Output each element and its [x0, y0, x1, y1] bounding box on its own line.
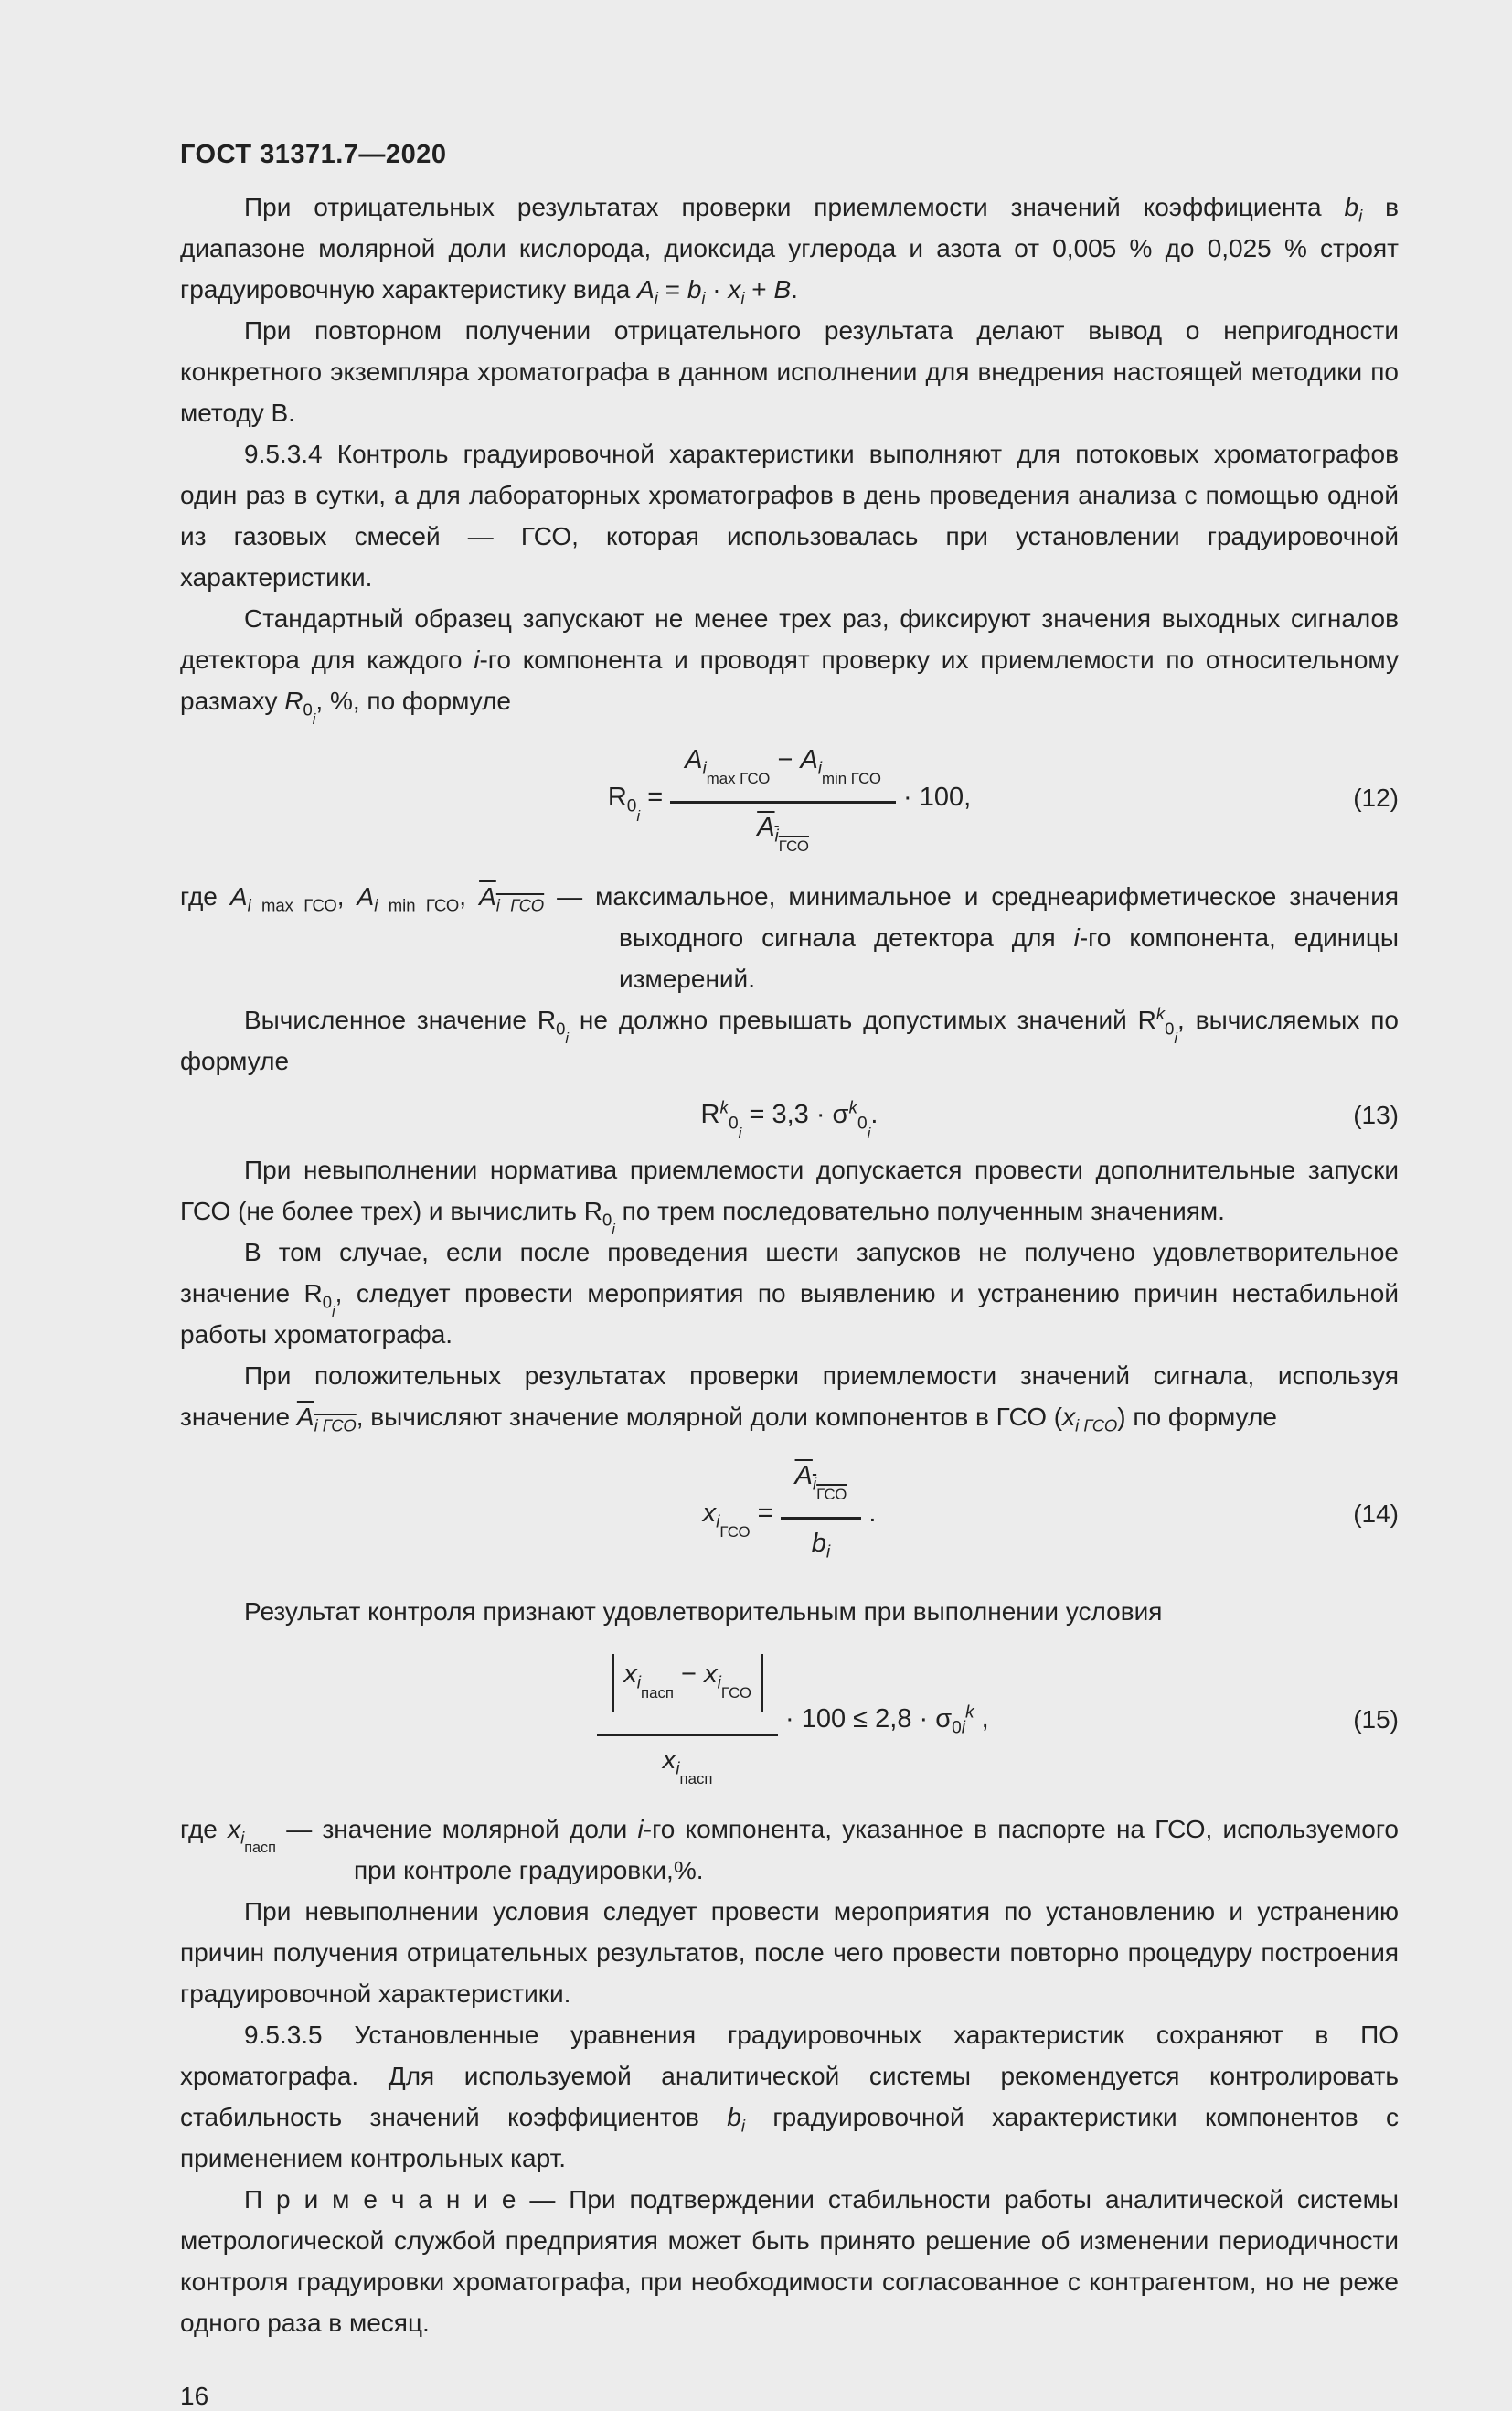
equation-number-13: (13) [1353, 1100, 1399, 1129]
formula-13 [180, 1098, 1399, 1142]
formula-15-rhs: · $100 \le 2,8 \cdot \sigma_{0i}^k$ , [785, 1702, 989, 1738]
formula-14-numerator: $A_{iГСО}$ [781, 1454, 862, 1520]
paragraph-negative-results: При отрицательных результатах проверки приемлемости значений коэффициента $b_i$ в диапазоне молярной доли кислорода, диоксида углерода и азота от 0,005 % до 0,025 % строят градуировочную характеристику вида $A_i = b_i \cdot x_i + B$. [180, 193, 1399, 308]
formula-14 [180, 1454, 1399, 1574]
document-header: ГОСТ 31371.7—2020 [180, 140, 447, 169]
formula-15-absolute-value: $x_{iпасп} - x_{iГСО}$ [612, 1654, 763, 1712]
formula-14-rhs: . [868, 1499, 877, 1529]
formula-13-body: $R^k_{0i} = 3,3 \cdot \sigma^k_{0i}$. [700, 1098, 878, 1142]
formula-15-numerator [597, 1648, 778, 1736]
page-number: 16 [180, 2381, 209, 2410]
page-content [180, 0, 1399, 2411]
paragraph-condition-failed: При невыполнении условия следует провести мероприятия по установлению и устранению причин получения отрицательных результатов, после чего провести повторно процедуру построения градуировочной характеристики. [180, 1896, 1399, 2008]
paragraph-additional-runs: При невыполнении норматива приемлемости допускается провести дополнительные запуски ГСО (не более трех) и вычислить $R_{0i}$ по трем последовательно полученным значениям. [180, 1156, 1399, 1239]
paragraph-standard-sample: Стандартный образец запускают не менее трех раз, фиксируют значения выходных сигналов детектора для каждого i-го компонента и проводят проверку их приемлемости по относительному размаху $R_{0i}$, %, по формуле [180, 604, 1399, 729]
definition-block-formula-15: где $x_{iпасп}$ — значение молярной доли i-го компонента, указанное в паспорте на ГСО, используемого при контроле градуировки,%. [180, 1814, 1400, 1884]
formula-12-fraction [670, 738, 896, 859]
formula-15-denominator: $x_{iпасп}$ [662, 1744, 713, 1787]
paragraph-9-5-3-5: 9.5.3.5 Установленные уравнения градуировочных характеристик сохраняют в ПО хроматографа. Для используемой аналитической системы рекомендуется контролировать стабильность значений коэффициентов $b_i$ градуировочной характеристики компонентов с применением контрольных карт. [180, 2020, 1399, 2172]
definition-block-formula-12: где $A_i$ $_{max ГСО}$, $A_i$ $_{min ГСО}$, $A_{i ГСО}$ — максимальное, минимальное и среднеарифметическое значения выходного сигнала детектора для i-го компонента, единицы измерений. [180, 881, 1400, 993]
equation-number-12: (12) [1353, 784, 1399, 813]
paragraph-9-5-3-4: 9.5.3.4 Контроль градуировочной характеристики выполняют для потоковых хроматографов один раз в сутки, а для лабораторных хроматографов в день проведения анализа с помощью одной из газовых смесей — ГСО, которая использовалась при установлении градуировочной характеристики. [180, 440, 1399, 592]
paragraph-repeated-negative: При повторном получении отрицательного результата делают вывод о непригодности конкретного экземпляра хроматографа в данном исполнении для внедрения настоящей методики по методу В. [180, 316, 1399, 427]
formula-15 [180, 1648, 1399, 1792]
paragraph-computed-value: Вычисленное значение $R_{0i}$ не должно превышать допустимых значений $R^k_{0i}$, вычисляемых по формуле [180, 1003, 1400, 1075]
equation-number-15: (15) [1353, 1705, 1399, 1734]
formula-12-rhs: · 100, [903, 783, 972, 813]
equation-number-14: (14) [1353, 1499, 1399, 1528]
formula-14-fraction [781, 1454, 862, 1574]
formula-12 [180, 738, 1399, 859]
formula-12-lhs: $R_{0i}$ = [607, 782, 664, 825]
paragraph-positive-results: При положительных результатах проверки приемлемости значений сигнала, используя значение $A_{i ГСО}$, вычисляют значение молярной доли компонентов в ГСО $(x_{i ГСО})$ по формуле [180, 1361, 1399, 1435]
formula-14-denominator: $b_i$ [811, 1529, 831, 1563]
formula-15-fraction [597, 1648, 778, 1792]
paragraph-control-result: Результат контроля признают удовлетворительным при выполнении условия [244, 1596, 1163, 1626]
formula-12-denominator: $A_{iГСО}$ [757, 812, 809, 855]
note-paragraph: П р и м е ч а н и е — При подтверждении стабильности работы аналитической системы метрологической службой предприятия может быть принято решение об изменении периодичности контроля градуировки хроматографа, при необходимости согласованное с контрагентом, но не реже одного раза в месяц. [180, 2184, 1399, 2337]
formula-12-numerator: $A_{imax ГСО} - A_{imin ГСО}$ [670, 738, 896, 804]
paragraph-six-runs: В том случае, если после проведения шести запусков не получено удовлетворительное значение $R_{0i}$, следует провести мероприятия по выявлению и устранению причин нестабильной работы хроматографа. [180, 1238, 1400, 1350]
formula-14-lhs: $x_{iГСО}$ = [702, 1498, 773, 1541]
